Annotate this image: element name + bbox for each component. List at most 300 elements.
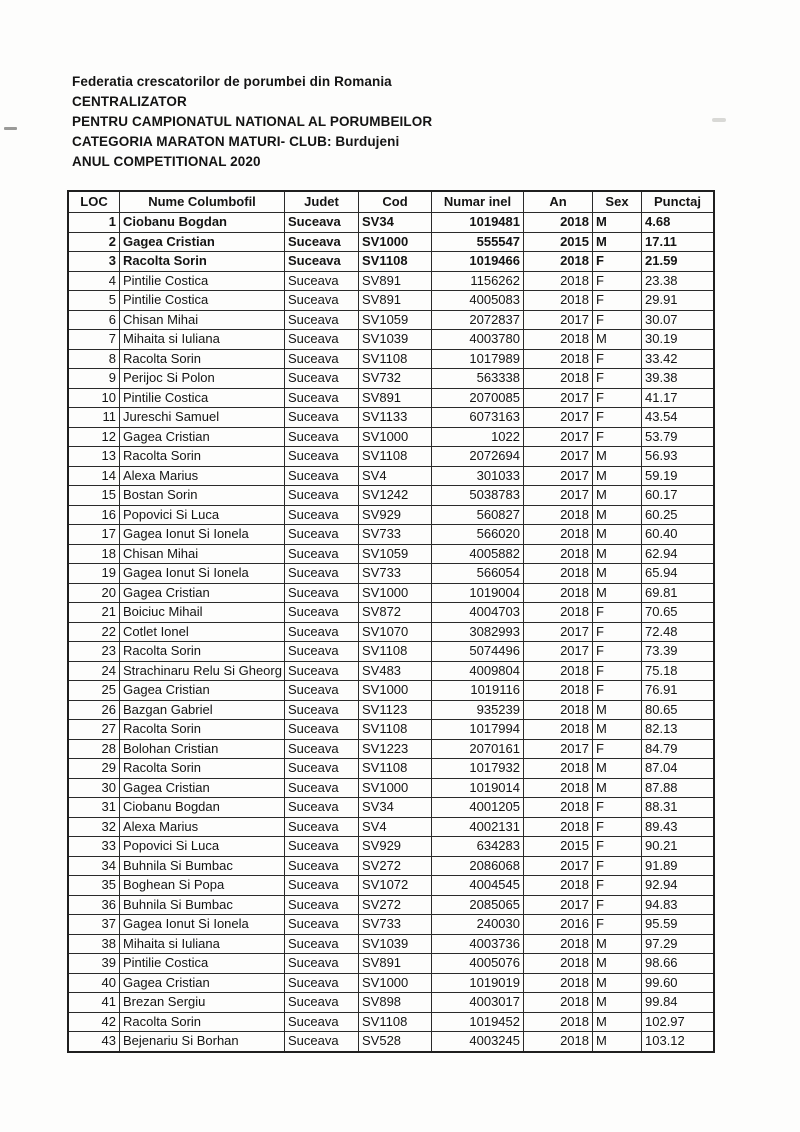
cell-loc: 1 (68, 213, 120, 233)
cell-judet: Suceava (285, 993, 359, 1013)
cell-numar_inel: 634283 (432, 837, 524, 857)
cell-loc: 4 (68, 271, 120, 291)
table-row (68, 213, 714, 233)
cell-an: 2018 (524, 720, 593, 740)
cell-sex: M (593, 1032, 642, 1052)
championship-line: PENTRU CAMPIONATUL NATIONAL AL PORUMBEILOR (72, 114, 433, 129)
table-row (68, 447, 714, 467)
cell-cod: SV1059 (359, 310, 432, 330)
cell-an: 2018 (524, 876, 593, 896)
cell-judet: Suceava (285, 271, 359, 291)
cell-an: 2016 (524, 915, 593, 935)
cell-judet: Suceava (285, 973, 359, 993)
cell-numar_inel: 4009804 (432, 661, 524, 681)
cell-cod: SV1039 (359, 934, 432, 954)
cell-judet: Suceava (285, 388, 359, 408)
cell-judet: Suceava (285, 505, 359, 525)
cell-sex: F (593, 856, 642, 876)
cell-an: 2017 (524, 388, 593, 408)
cell-numar_inel: 2086068 (432, 856, 524, 876)
cell-numar_inel: 566054 (432, 564, 524, 584)
cell-numar_inel: 560827 (432, 505, 524, 525)
cell-judet: Suceava (285, 876, 359, 896)
cell-judet: Suceava (285, 720, 359, 740)
cell-punctaj: 87.04 (642, 759, 715, 779)
table-row (68, 583, 714, 603)
cell-numar_inel: 1019004 (432, 583, 524, 603)
cell-punctaj: 75.18 (642, 661, 715, 681)
cell-cod: SV733 (359, 525, 432, 545)
cell-loc: 41 (68, 993, 120, 1013)
table-row (68, 817, 714, 837)
cell-numar_inel: 6073163 (432, 408, 524, 428)
cell-nume: Gagea Cristian (120, 583, 285, 603)
cell-cod: SV891 (359, 388, 432, 408)
table-row (68, 349, 714, 369)
cell-judet: Suceava (285, 583, 359, 603)
cell-loc: 20 (68, 583, 120, 603)
cell-numar_inel: 1019019 (432, 973, 524, 993)
cell-judet: Suceava (285, 681, 359, 701)
cell-loc: 36 (68, 895, 120, 915)
cell-nume: Chisan Mihai (120, 310, 285, 330)
category-club-line: CATEGORIA MARATON MATURI- CLUB: Burdujeni (72, 134, 400, 149)
cell-numar_inel: 4004703 (432, 603, 524, 623)
cell-cod: SV1242 (359, 486, 432, 506)
cell-nume: Gagea Cristian (120, 681, 285, 701)
cell-an: 2018 (524, 681, 593, 701)
cell-loc: 37 (68, 915, 120, 935)
cell-sex: M (593, 564, 642, 584)
cell-cod: SV1108 (359, 642, 432, 662)
results-table-body (68, 213, 714, 1052)
cell-sex: F (593, 252, 642, 272)
cell-punctaj: 76.91 (642, 681, 715, 701)
cell-judet: Suceava (285, 544, 359, 564)
cell-cod: SV4 (359, 466, 432, 486)
cell-punctaj: 41.17 (642, 388, 715, 408)
federation-title-line: Federatia crescatorilor de porumbei din Romania (72, 74, 392, 89)
cell-judet: Suceava (285, 915, 359, 935)
cell-nume: Popovici Si Luca (120, 505, 285, 525)
cell-nume: Boghean Si Popa (120, 876, 285, 896)
table-row (68, 369, 714, 389)
table-row (68, 388, 714, 408)
cell-numar_inel: 1019014 (432, 778, 524, 798)
cell-judet: Suceava (285, 232, 359, 252)
cell-judet: Suceava (285, 349, 359, 369)
table-row (68, 973, 714, 993)
cell-sex: M (593, 447, 642, 467)
cell-punctaj: 91.89 (642, 856, 715, 876)
cell-nume: Bazgan Gabriel (120, 700, 285, 720)
cell-judet: Suceava (285, 837, 359, 857)
cell-an: 2018 (524, 603, 593, 623)
cell-cod: SV483 (359, 661, 432, 681)
cell-loc: 8 (68, 349, 120, 369)
cell-nume: Jureschi Samuel (120, 408, 285, 428)
cell-punctaj: 60.25 (642, 505, 715, 525)
cell-loc: 24 (68, 661, 120, 681)
table-row (68, 661, 714, 681)
table-row (68, 993, 714, 1013)
cell-punctaj: 80.65 (642, 700, 715, 720)
cell-cod: SV272 (359, 856, 432, 876)
cell-sex: F (593, 798, 642, 818)
cell-sex: F (593, 271, 642, 291)
cell-numar_inel: 1019466 (432, 252, 524, 272)
cell-an: 2017 (524, 447, 593, 467)
table-row (68, 895, 714, 915)
cell-punctaj: 30.19 (642, 330, 715, 350)
cell-punctaj: 60.17 (642, 486, 715, 506)
cell-numar_inel: 3082993 (432, 622, 524, 642)
cell-an: 2018 (524, 778, 593, 798)
column-header-an: An (524, 191, 593, 213)
cell-an: 2018 (524, 291, 593, 311)
cell-sex: M (593, 525, 642, 545)
document-header (72, 72, 432, 172)
cell-numar_inel: 5074496 (432, 642, 524, 662)
cell-loc: 28 (68, 739, 120, 759)
cell-judet: Suceava (285, 1032, 359, 1052)
cell-cod: SV1000 (359, 778, 432, 798)
cell-nume: Racolta Sorin (120, 759, 285, 779)
cell-numar_inel: 1022 (432, 427, 524, 447)
cell-punctaj: 56.93 (642, 447, 715, 467)
cell-an: 2017 (524, 856, 593, 876)
cell-loc: 21 (68, 603, 120, 623)
cell-an: 2018 (524, 252, 593, 272)
table-row (68, 954, 714, 974)
cell-an: 2018 (524, 934, 593, 954)
cell-loc: 6 (68, 310, 120, 330)
cell-numar_inel: 2085065 (432, 895, 524, 915)
cell-judet: Suceava (285, 330, 359, 350)
table-row (68, 876, 714, 896)
cell-sex: M (593, 700, 642, 720)
cell-cod: SV929 (359, 505, 432, 525)
cell-cod: SV34 (359, 213, 432, 233)
cell-judet: Suceava (285, 603, 359, 623)
cell-sex: M (593, 973, 642, 993)
cell-judet: Suceava (285, 486, 359, 506)
cell-loc: 26 (68, 700, 120, 720)
cell-an: 2018 (524, 505, 593, 525)
cell-judet: Suceava (285, 525, 359, 545)
cell-sex: M (593, 505, 642, 525)
cell-an: 2017 (524, 739, 593, 759)
cell-an: 2017 (524, 466, 593, 486)
cell-an: 2018 (524, 954, 593, 974)
table-row (68, 739, 714, 759)
cell-cod: SV1059 (359, 544, 432, 564)
cell-sex: M (593, 993, 642, 1013)
cell-cod: SV34 (359, 798, 432, 818)
cell-loc: 10 (68, 388, 120, 408)
table-row (68, 310, 714, 330)
cell-loc: 35 (68, 876, 120, 896)
cell-judet: Suceava (285, 310, 359, 330)
cell-an: 2015 (524, 837, 593, 857)
cell-nume: Bejenariu Si Borhan (120, 1032, 285, 1052)
cell-cod: SV528 (359, 1032, 432, 1052)
cell-punctaj: 88.31 (642, 798, 715, 818)
table-row (68, 1012, 714, 1032)
table-row (68, 642, 714, 662)
cell-punctaj: 69.81 (642, 583, 715, 603)
cell-loc: 14 (68, 466, 120, 486)
cell-an: 2018 (524, 1032, 593, 1052)
cell-sex: F (593, 291, 642, 311)
cell-sex: F (593, 369, 642, 389)
cell-punctaj: 21.59 (642, 252, 715, 272)
cell-judet: Suceava (285, 661, 359, 681)
cell-punctaj: 23.38 (642, 271, 715, 291)
cell-sex: F (593, 603, 642, 623)
cell-cod: SV1108 (359, 720, 432, 740)
cell-loc: 31 (68, 798, 120, 818)
column-header-loc: LOC (68, 191, 120, 213)
cell-cod: SV891 (359, 271, 432, 291)
cell-punctaj: 99.60 (642, 973, 715, 993)
cell-judet: Suceava (285, 408, 359, 428)
table-row (68, 759, 714, 779)
cell-numar_inel: 563338 (432, 369, 524, 389)
cell-nume: Perijoc Si Polon (120, 369, 285, 389)
cell-numar_inel: 4005882 (432, 544, 524, 564)
cell-cod: SV732 (359, 369, 432, 389)
cell-loc: 23 (68, 642, 120, 662)
cell-punctaj: 65.94 (642, 564, 715, 584)
cell-sex: F (593, 915, 642, 935)
cell-numar_inel: 1019116 (432, 681, 524, 701)
cell-sex: F (593, 642, 642, 662)
table-row (68, 720, 714, 740)
cell-nume: Mihaita si Iuliana (120, 330, 285, 350)
cell-nume: Buhnila Si Bumbac (120, 895, 285, 915)
cell-loc: 12 (68, 427, 120, 447)
cell-sex: F (593, 388, 642, 408)
cell-an: 2015 (524, 232, 593, 252)
cell-punctaj: 92.94 (642, 876, 715, 896)
cell-sex: M (593, 486, 642, 506)
cell-loc: 16 (68, 505, 120, 525)
cell-sex: F (593, 310, 642, 330)
cell-sex: F (593, 427, 642, 447)
cell-judet: Suceava (285, 642, 359, 662)
cell-nume: Gagea Cristian (120, 427, 285, 447)
cell-numar_inel: 4003780 (432, 330, 524, 350)
cell-nume: Alexa Marius (120, 817, 285, 837)
cell-cod: SV1039 (359, 330, 432, 350)
cell-punctaj: 98.66 (642, 954, 715, 974)
cell-judet: Suceava (285, 856, 359, 876)
cell-loc: 13 (68, 447, 120, 467)
cell-loc: 19 (68, 564, 120, 584)
cell-judet: Suceava (285, 759, 359, 779)
cell-sex: M (593, 213, 642, 233)
cell-nume: Racolta Sorin (120, 447, 285, 467)
cell-numar_inel: 5038783 (432, 486, 524, 506)
cell-an: 2018 (524, 817, 593, 837)
cell-nume: Brezan Sergiu (120, 993, 285, 1013)
cell-nume: Gagea Ionut Si Ionela (120, 564, 285, 584)
cell-cod: SV929 (359, 837, 432, 857)
cell-loc: 11 (68, 408, 120, 428)
cell-nume: Popovici Si Luca (120, 837, 285, 857)
cell-sex: M (593, 934, 642, 954)
cell-loc: 15 (68, 486, 120, 506)
cell-punctaj: 84.79 (642, 739, 715, 759)
cell-cod: SV1223 (359, 739, 432, 759)
cell-nume: Boiciuc Mihail (120, 603, 285, 623)
cell-loc: 9 (68, 369, 120, 389)
cell-cod: SV1072 (359, 876, 432, 896)
cell-judet: Suceava (285, 700, 359, 720)
cell-an: 2018 (524, 271, 593, 291)
cell-judet: Suceava (285, 466, 359, 486)
cell-sex: M (593, 466, 642, 486)
cell-judet: Suceava (285, 213, 359, 233)
cell-punctaj: 29.91 (642, 291, 715, 311)
cell-loc: 42 (68, 1012, 120, 1032)
cell-an: 2018 (524, 349, 593, 369)
table-row (68, 681, 714, 701)
cell-numar_inel: 1019481 (432, 213, 524, 233)
cell-punctaj: 90.21 (642, 837, 715, 857)
cell-judet: Suceava (285, 291, 359, 311)
table-row (68, 622, 714, 642)
table-row (68, 544, 714, 564)
cell-cod: SV1000 (359, 681, 432, 701)
cell-an: 2018 (524, 544, 593, 564)
cell-judet: Suceava (285, 369, 359, 389)
cell-sex: M (593, 583, 642, 603)
cell-loc: 22 (68, 622, 120, 642)
cell-punctaj: 95.59 (642, 915, 715, 935)
cell-punctaj: 17.11 (642, 232, 715, 252)
cell-punctaj: 87.88 (642, 778, 715, 798)
cell-nume: Buhnila Si Bumbac (120, 856, 285, 876)
cell-numar_inel: 4005076 (432, 954, 524, 974)
cell-cod: SV1133 (359, 408, 432, 428)
cell-punctaj: 89.43 (642, 817, 715, 837)
cell-sex: F (593, 739, 642, 759)
cell-numar_inel: 4005083 (432, 291, 524, 311)
results-table (67, 190, 715, 1053)
cell-sex: M (593, 330, 642, 350)
cell-numar_inel: 4003736 (432, 934, 524, 954)
cell-nume: Bostan Sorin (120, 486, 285, 506)
cell-nume: Mihaita si Iuliana (120, 934, 285, 954)
cell-loc: 25 (68, 681, 120, 701)
cell-judet: Suceava (285, 895, 359, 915)
cell-an: 2018 (524, 993, 593, 1013)
cell-nume: Cotlet Ionel (120, 622, 285, 642)
cell-loc: 7 (68, 330, 120, 350)
cell-judet: Suceava (285, 798, 359, 818)
cell-an: 2018 (524, 330, 593, 350)
cell-numar_inel: 555547 (432, 232, 524, 252)
table-row (68, 1032, 714, 1052)
cell-cod: SV1108 (359, 447, 432, 467)
cell-nume: Racolta Sorin (120, 252, 285, 272)
cell-judet: Suceava (285, 252, 359, 272)
cell-cod: SV891 (359, 291, 432, 311)
table-row (68, 408, 714, 428)
table-row (68, 291, 714, 311)
table-row (68, 486, 714, 506)
cell-sex: M (593, 1012, 642, 1032)
cell-an: 2017 (524, 622, 593, 642)
cell-punctaj: 60.40 (642, 525, 715, 545)
column-header-punctaj: Punctaj (642, 191, 715, 213)
cell-numar_inel: 240030 (432, 915, 524, 935)
table-row (68, 856, 714, 876)
table-row (68, 232, 714, 252)
cell-numar_inel: 566020 (432, 525, 524, 545)
cell-punctaj: 102.97 (642, 1012, 715, 1032)
cell-punctaj: 59.19 (642, 466, 715, 486)
table-row (68, 915, 714, 935)
cell-cod: SV1000 (359, 427, 432, 447)
cell-nume: Gagea Ionut Si Ionela (120, 915, 285, 935)
cell-loc: 38 (68, 934, 120, 954)
table-row (68, 525, 714, 545)
cell-numar_inel: 4001205 (432, 798, 524, 818)
cell-numar_inel: 1019452 (432, 1012, 524, 1032)
cell-an: 2017 (524, 642, 593, 662)
cell-cod: SV733 (359, 915, 432, 935)
cell-numar_inel: 4004545 (432, 876, 524, 896)
cell-nume: Pintilie Costica (120, 271, 285, 291)
cell-numar_inel: 301033 (432, 466, 524, 486)
table-row (68, 564, 714, 584)
cell-sex: M (593, 544, 642, 564)
table-row (68, 837, 714, 857)
table-row (68, 505, 714, 525)
table-row (68, 427, 714, 447)
cell-punctaj: 62.94 (642, 544, 715, 564)
cell-an: 2018 (524, 759, 593, 779)
cell-punctaj: 33.42 (642, 349, 715, 369)
cell-cod: SV272 (359, 895, 432, 915)
cell-loc: 32 (68, 817, 120, 837)
cell-nume: Racolta Sorin (120, 349, 285, 369)
table-row (68, 603, 714, 623)
cell-nume: Racolta Sorin (120, 720, 285, 740)
cell-numar_inel: 1156262 (432, 271, 524, 291)
cell-cod: SV1123 (359, 700, 432, 720)
table-row (68, 934, 714, 954)
cell-sex: M (593, 778, 642, 798)
cell-punctaj: 39.38 (642, 369, 715, 389)
cell-cod: SV891 (359, 954, 432, 974)
cell-sex: F (593, 681, 642, 701)
column-header-nume: Nume Columbofil (120, 191, 285, 213)
cell-numar_inel: 2070085 (432, 388, 524, 408)
column-header-cod: Cod (359, 191, 432, 213)
table-row (68, 271, 714, 291)
table-row (68, 252, 714, 272)
cell-numar_inel: 1017932 (432, 759, 524, 779)
table-row (68, 330, 714, 350)
cell-cod: SV1000 (359, 232, 432, 252)
column-header-numar_inel: Numar inel (432, 191, 524, 213)
cell-nume: Gagea Cristian (120, 973, 285, 993)
cell-judet: Suceava (285, 564, 359, 584)
